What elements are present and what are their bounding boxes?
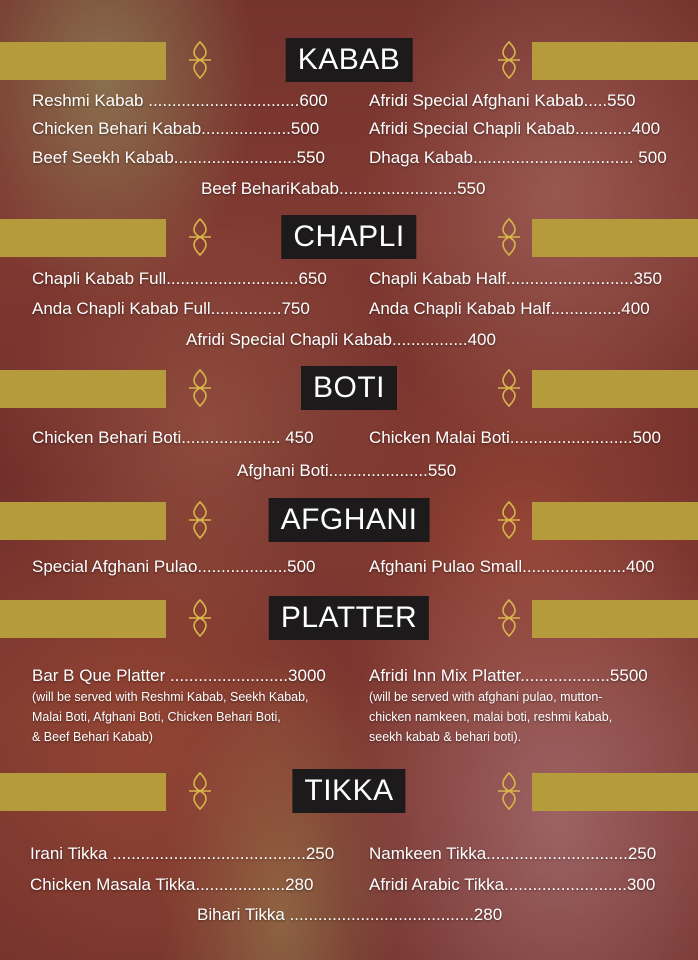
tikka-header (0, 769, 698, 813)
menu-item: Chapli Kabab Half...........................350 (369, 269, 662, 288)
chapli-header (0, 215, 698, 259)
gold-bar-left (0, 502, 166, 540)
gold-bar-right (532, 600, 698, 638)
platter-note: seekh kabab & behari boti). (369, 730, 522, 744)
section-title-kabab: KABAB (286, 38, 413, 82)
afghani-header (0, 498, 698, 542)
menu-item: Irani Tikka .........................................250 (30, 844, 335, 863)
section-title-afghani: AFGHANI (269, 498, 430, 542)
ornament-icon (188, 215, 212, 259)
gold-bar-left (0, 370, 166, 408)
ornament-icon (497, 366, 521, 410)
menu-item: Dhaga Kabab.................................. 500 (369, 148, 667, 167)
platter-note: & Beef Behari Kabab) (32, 730, 153, 744)
menu-item: Afghani Pulao Small......................400 (369, 557, 655, 576)
menu-item: Special Afghani Pulao...................500 (32, 557, 316, 576)
ornament-icon (497, 38, 521, 82)
ornament-icon (188, 366, 212, 410)
boti-header (0, 366, 698, 410)
section-title-tikka: TIKKA (292, 769, 405, 813)
ornament-icon (497, 215, 521, 259)
gold-bar-left (0, 42, 166, 80)
platter-note: chicken namkeen, malai boti, reshmi kabab, (369, 710, 613, 724)
menu-item: Afghani Boti.....................550 (237, 461, 457, 480)
menu-item: Afridi Inn Mix Platter...................5500 (369, 666, 648, 685)
gold-bar-right (532, 219, 698, 257)
ornament-icon (188, 38, 212, 82)
platter-note: (will be served with afghani pulao, mutton- (369, 690, 603, 704)
menu-item: Chicken Masala Tikka...................280 (30, 875, 314, 894)
menu-item: Chicken Malai Boti..........................500 (369, 428, 661, 447)
gold-bar-left (0, 600, 166, 638)
menu-item: Chicken Behari Kabab...................500 (32, 119, 320, 138)
menu-item: Afridi Arabic Tikka..........................300 (369, 875, 656, 894)
menu-item: Chapli Kabab Full............................650 (32, 269, 327, 288)
menu-item: Anda Chapli Kabab Full...............750 (32, 299, 310, 318)
ornament-icon (497, 596, 521, 640)
ornament-icon (188, 769, 212, 813)
ornament-icon (188, 596, 212, 640)
platter-note: (will be served with Reshmi Kabab, Seekh Kabab, (32, 690, 309, 704)
gold-bar-right (532, 370, 698, 408)
menu-item: Beef BehariKabab.........................550 (201, 179, 486, 198)
gold-bar-right (532, 773, 698, 811)
menu-item: Beef Seekh Kabab..........................550 (32, 148, 325, 167)
menu-item: Afridi Special Chapli Kabab............400 (369, 119, 661, 138)
menu-item: Bar B Que Platter .........................3000 (32, 666, 326, 685)
gold-bar-right (532, 42, 698, 80)
kabab-header (0, 38, 698, 82)
gold-bar-left (0, 773, 166, 811)
gold-bar-left (0, 219, 166, 257)
section-title-boti: BOTI (301, 366, 397, 410)
platter-header (0, 596, 698, 640)
menu-item: Afridi Special Afghani Kabab.....550 (369, 91, 636, 110)
menu-item: Reshmi Kabab ................................600 (32, 91, 328, 110)
menu-item: Namkeen Tikka..............................250 (369, 844, 657, 863)
ornament-icon (497, 769, 521, 813)
section-title-chapli: CHAPLI (281, 215, 416, 259)
platter-note: Malai Boti, Afghani Boti, Chicken Behari Boti, (32, 710, 281, 724)
section-title-platter: PLATTER (269, 596, 429, 640)
menu-item: Bihari Tikka .......................................280 (197, 905, 503, 924)
ornament-icon (188, 498, 212, 542)
menu-item: Afridi Special Chapli Kabab................400 (186, 330, 496, 349)
menu-item: Chicken Behari Boti..................... 450 (32, 428, 314, 447)
ornament-icon (497, 498, 521, 542)
menu-item: Anda Chapli Kabab Half...............400 (369, 299, 650, 318)
gold-bar-right (532, 502, 698, 540)
